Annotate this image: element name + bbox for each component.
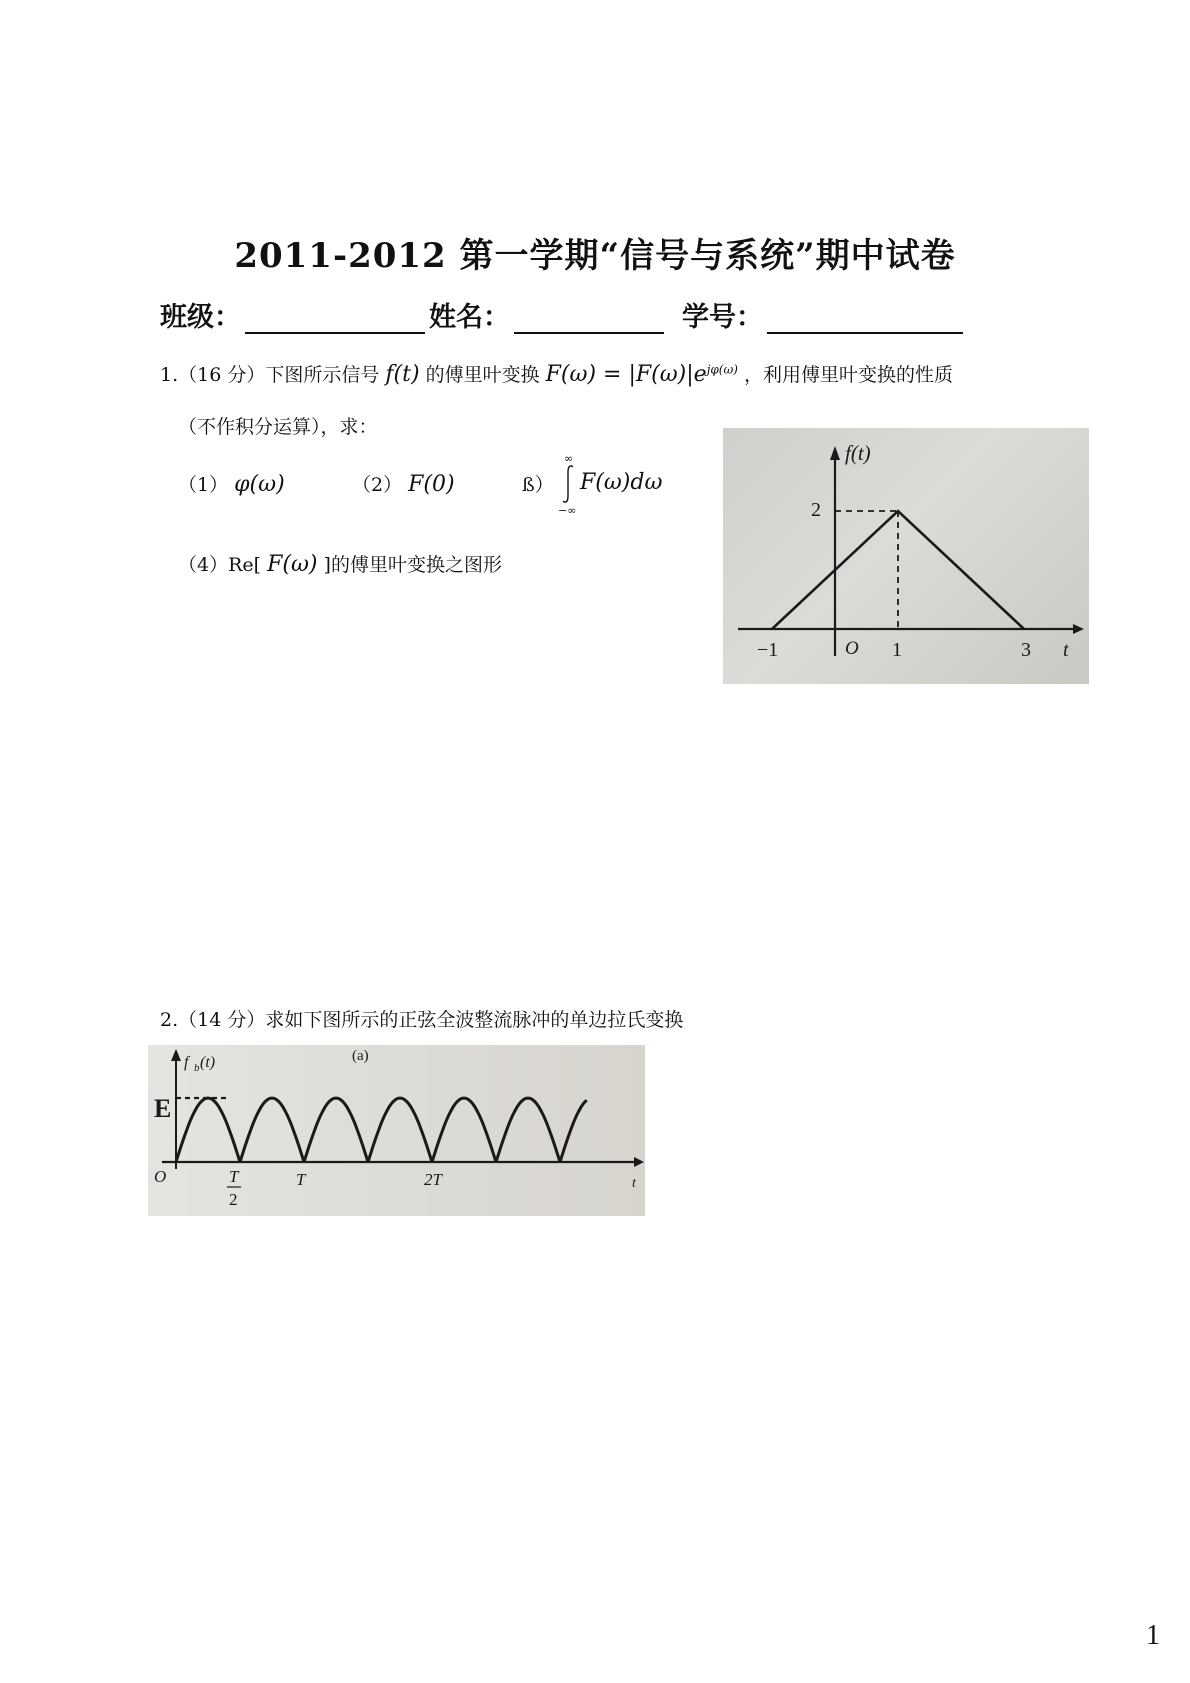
tick-x-neg1: −1 xyxy=(757,639,779,661)
integral-upper: ∞ xyxy=(564,452,574,465)
class-label: 班级： xyxy=(160,302,241,333)
q2-figure-photo xyxy=(148,1045,645,1216)
id-label: 学号： xyxy=(682,302,763,333)
x-axis-arrow-icon xyxy=(1073,624,1084,634)
page-number: 1 xyxy=(1146,1620,1160,1651)
q1-signal-name: f(t) xyxy=(385,362,420,387)
tick-y-2: 2 xyxy=(811,499,821,521)
q2-figure xyxy=(148,1045,645,1216)
q1-part4-math: F(ω) xyxy=(267,552,318,577)
origin-label: O xyxy=(154,1167,167,1186)
y-axis-label: f xyxy=(184,1054,189,1071)
y-axis-arrow-icon xyxy=(171,1049,181,1061)
q1-formula-exponent: jφ(ω) xyxy=(706,362,738,377)
q1-figure xyxy=(723,428,1089,684)
q1-part1-math: φ(ω) xyxy=(234,472,285,497)
q1-part2-math: F(0) xyxy=(408,472,455,497)
name-field[interactable] xyxy=(514,302,664,334)
integral-sign xyxy=(558,452,582,518)
x-axis-label: t xyxy=(632,1176,636,1191)
integral-lower: −∞ xyxy=(558,504,577,517)
q1-part4-rest: ]的傅里叶变换之图形 xyxy=(323,554,502,576)
q1-part2-label: （2） xyxy=(352,474,403,496)
tick-2T: 2T xyxy=(424,1170,442,1189)
tick-x-1: 1 xyxy=(892,639,902,661)
q1-intro2: 的傅里叶变换 xyxy=(425,364,540,386)
integral-icon xyxy=(560,464,578,504)
x-axis-label: t xyxy=(1063,639,1069,661)
x-axis-arrow-icon xyxy=(634,1157,644,1167)
tick-half-T-num: T xyxy=(229,1167,239,1186)
q1-prompt xyxy=(160,360,953,387)
q1-part2 xyxy=(352,470,455,497)
panel-label: (a) xyxy=(352,1048,369,1064)
id-field[interactable] xyxy=(767,302,963,334)
q1-figure-photo xyxy=(723,428,1089,684)
tick-half-T-den: 2 xyxy=(229,1190,238,1209)
q1-line2: （不作积分运算），求： xyxy=(178,416,378,438)
q2-prompt: 2.（14 分）求如下图所示的正弦全波整流脉冲的单边拉氏变换 xyxy=(160,1009,684,1031)
y-axis-label: f(t) xyxy=(845,441,871,465)
amplitude-label: E xyxy=(154,1094,172,1123)
q1-part3-label: ß） xyxy=(522,474,554,496)
q1-part3 xyxy=(522,470,554,497)
q1-part4 xyxy=(178,550,502,577)
origin-label: O xyxy=(845,638,859,659)
q1-part1 xyxy=(178,470,285,497)
q1-intro3: ，利用傅里叶变换的性质 xyxy=(744,364,954,386)
q1-part4-label: （4）Re[ xyxy=(178,554,262,576)
class-field[interactable] xyxy=(245,302,425,334)
q1-part3-math-wrap xyxy=(580,470,662,495)
q1-intro: 1.（16 分）下图所示信号 xyxy=(160,364,380,386)
q1-part1-label: （1） xyxy=(178,474,229,496)
page-title: 2011-2012 第一学期“信号与系统”期中试卷 xyxy=(234,236,956,276)
tick-x-3: 3 xyxy=(1021,639,1031,661)
y-axis-arg: (t) xyxy=(200,1054,216,1071)
q1-part3-math: F(ω)dω xyxy=(580,470,663,495)
name-label: 姓名： xyxy=(429,302,510,333)
y-axis-arrow-icon xyxy=(830,446,840,460)
tick-T: T xyxy=(296,1170,306,1189)
rectified-sine-curve xyxy=(176,1098,587,1162)
y-axis-subscript: b xyxy=(194,1062,200,1074)
q1-formula: F(ω) = |F(ω)|e xyxy=(545,362,707,387)
student-info-row xyxy=(160,295,967,334)
